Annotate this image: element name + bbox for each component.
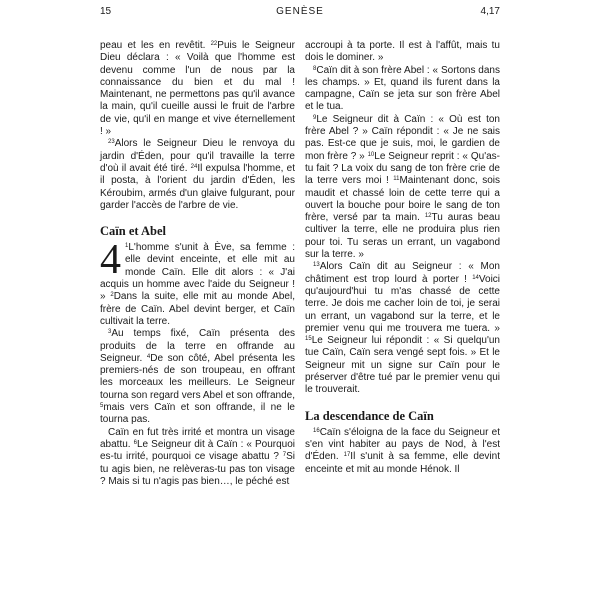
verse-number: 22 [210, 41, 218, 47]
paragraph: $^{16}$Caïn s'éloigna de la face du Seigneur et s'en vint habiter au pays de Nod, à l'est d'Éden. $^{17}$Il s'unit à sa femme, elle devint enceinte et mit au monde Hénok. Il [305, 426, 500, 475]
verse-number: 5 [100, 403, 104, 410]
section-heading: Caïn et Abel [100, 224, 166, 239]
verse-number: 8 [313, 65, 317, 72]
book-title: GENÈSE [276, 6, 324, 17]
running-header [100, 6, 500, 22]
verse-number: 4 [146, 353, 151, 360]
paragraph: $^3$Au temps fixé, Caïn présenta des produits de la terre en offrande au Seigneur. $^4$De son côté, Abel présenta les premiers-nés de son troupeau, en offrant les morceaux les meilleurs. Le Seigneur tourna son regard vers Abel et son offrande, $^5$mais vers Caïn et son offrande, il ne le tourna pas. [100, 328, 295, 426]
verse-number: 17 [343, 452, 351, 459]
verse-number: 2 [110, 292, 114, 299]
verse-number: 3 [108, 329, 112, 336]
paragraph: $^{23}$Alors le Seigneur Dieu le renvoya du jardin d'Éden, pour qu'il travaille la terre d'où il avait été tiré. $^{24}$Il expulsa l'homme, et il posta, à l'orient du jardin d'Éden, les Kéroubim, armés d'un glaive fulgurant, pour garder l'accès de l'arbre de vie. [100, 138, 295, 211]
page-number: 15 [100, 6, 112, 17]
verse-number: 14 [472, 274, 479, 281]
paragraph: peau et les en revêtit. $^{22}$Puis le Seigneur Dieu déclara : « Voilà que l'homme est devenu comme l'un de nous par la connaissance du bien et du mal ! Maintenant, ne permettons pas qu'il avance la main, qu'il cueille aussi le fruit de l'arbre de vie, qu'il en mange et vive éternellement ! » [100, 40, 295, 138]
verse-number: 24 [190, 163, 198, 170]
paragraph: Caïn en fut très irrité et montra un visage abattu. $^6$Le Seigneur dit à Caïn : « Pourquoi es-tu irrité, pourquoi ce visage abattu ? $^7$Si tu agis bien, ne relèveras-tu pas ton visage ? Mais si tu n'agis pas bien…, le péché est [100, 426, 296, 487]
verse-number: 13 [313, 262, 320, 269]
verse-number: 10 [367, 151, 375, 158]
paragraph: $^8$Caïn dit à son frère Abel : « Sortons dans les champs. » Et, quand ils furent dans la campagne, Caïn se jeta sur son frère Abel et le tua. [305, 64, 500, 113]
paragraph: $^{13}$Alors Caïn dit au Seigneur : « Mon châtiment est trop lourd à porter ! $^{14}$Voici qu'aujourd'hui tu m'as chassé de cette terre. Je dois me cacher loin de toi, je serai un errant, un vagabond sur la terre, et le premier venu qui me trouvera me tuera. » $^{15}$Le Seigneur lui répondit : « Si quelqu'un tue Caïn, Caïn sera vengé sept fois. » Et le Seigneur mit un signe sur Caïn pour le préserver d'être tué par le premier venu qui le trouverait. [305, 261, 501, 396]
verse-number: 9 [313, 114, 317, 121]
verse-number: 16 [313, 427, 320, 434]
paragraph: accroupi à ta porte. Il est à l'affût, mais tu dois le dominer. » [305, 40, 500, 64]
verse-number: 23 [108, 139, 115, 146]
left-column [100, 40, 295, 488]
verse-number: 7 [282, 452, 287, 459]
verse-number: 12 [424, 213, 432, 220]
paragraph: 4 $^1$L'homme s'unit à Ève, sa femme : elle devint enceinte, et elle mit au monde Caïn. Elle dit alors : « J'ai acquis un homme avec l'aide du Seigneur ! » $^2$Dans la suite, elle mit au monde Abel, frère de Caïn. Abel devint berger, et Caïn cultivait la terre. [100, 237, 295, 327]
verse-number: 15 [305, 336, 312, 343]
verse-number: 1 [125, 243, 129, 250]
paragraph: $^9$Le Seigneur dit à Caïn : « Où est ton frère Abel ? » Caïn répondit : « Je ne sais pas. Est-ce que je suis, moi, le gardien de mon frère ? » $^{10}$Le Seigneur reprit : « Qu'as-tu fait ? La voix du sang de ton frère crie de la terre vers moi ! $^{11}$Maintenant donc, sois maudit et chassé loin de cette terre qui a ouvert la bouche pour boire le sang de ton frère, versé par ta main. $^{12}$Tu auras beau cultiver la terre, elle ne produira plus rien pour toi. Tu seras un errant, un vagabond sur la terre. » [305, 113, 501, 261]
verse-number: 11 [393, 176, 400, 183]
verse-number: 6 [133, 439, 137, 446]
chapter-number: 4 [100, 237, 121, 284]
section-heading: La descendance de Caïn [305, 408, 434, 423]
chapter-verse-reference: 4,17 [480, 6, 500, 17]
right-column [305, 40, 500, 476]
